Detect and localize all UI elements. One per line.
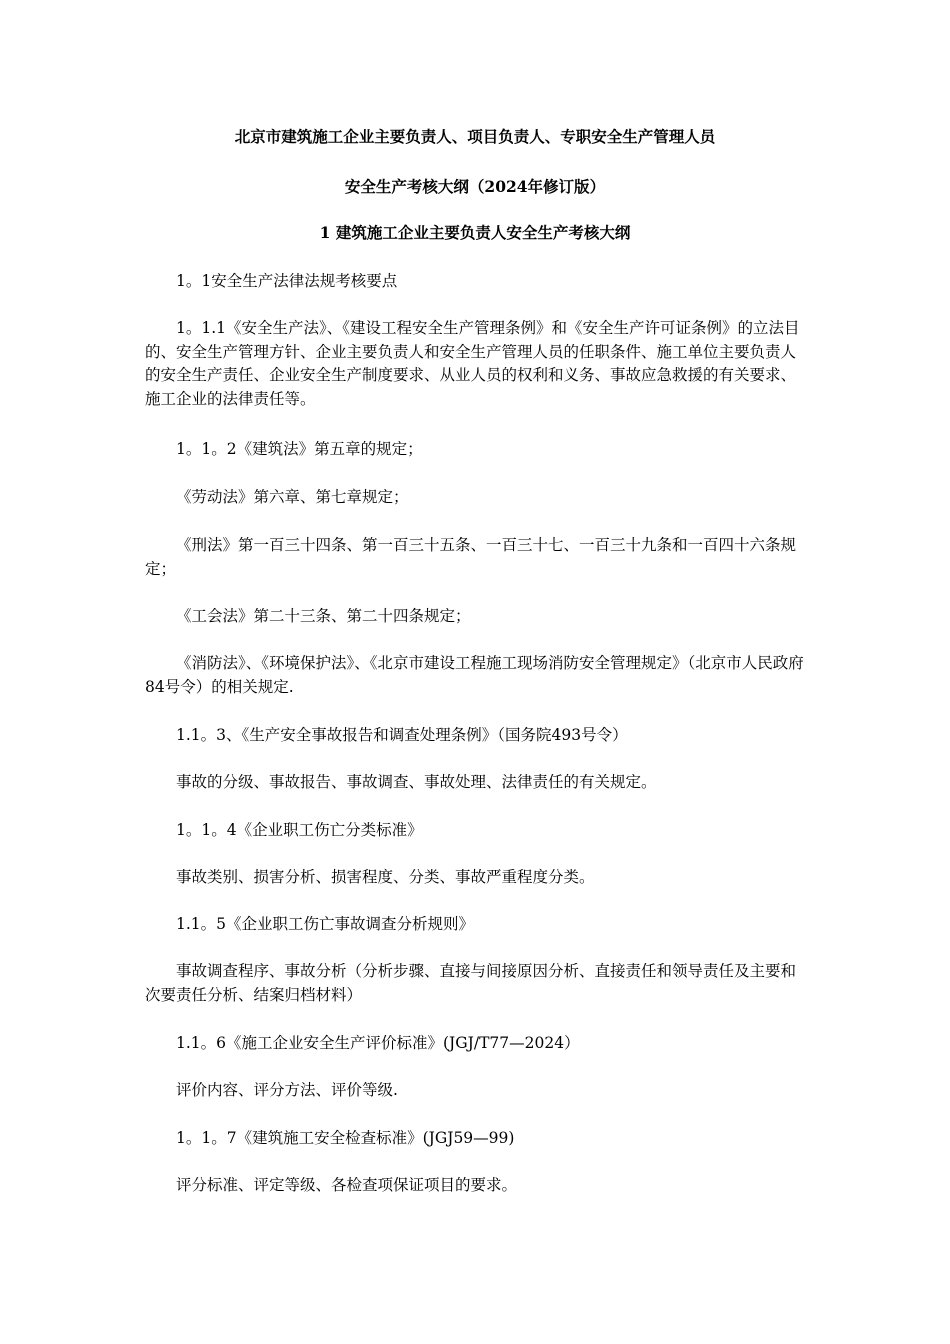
paragraph-1-1-6: 1.1。6《施工企业安全生产评价标准》(JGJ/T77—2024） <box>176 1034 580 1052</box>
document-title-line-1: 北京市建筑施工企业主要负责人、项目负责人、专职安全生产管理人员 <box>234 127 716 146</box>
paragraph-1-1: 1。1安全生产法律法规考核要点 <box>176 272 398 290</box>
paragraph-1-1-7: 1。1。7《建筑施工安全检查标准》(JGJ59—99) <box>176 1129 515 1147</box>
paragraph-fire-law: 《消防法》、《环境保护法》、《北京市建设工程施工现场消防安全管理规定》（北京市人民政府84号令）的相关规定. <box>145 654 804 696</box>
paragraph-1-1-5: 1.1。5《企业职工伤亡事故调查分析规则》 <box>176 915 475 933</box>
paragraph-1-1-3: 1.1。3、《生产安全事故报告和调查处理条例》（国务院493号令） <box>176 726 628 744</box>
paragraph-1-1-2: 1。1。2《建筑法》第五章的规定； <box>176 440 423 458</box>
paragraph-union-law: 《工会法》第二十三条、第二十四条规定； <box>176 607 471 625</box>
paragraph-1-1-4: 1。1。4《企业职工伤亡分类标准》 <box>176 821 423 839</box>
document-title-line-2: 安全生产考核大纲（2024年修订版） <box>344 177 606 196</box>
paragraph-accident-investigation: 事故调查程序、事故分析（分析步骤、直接与间接原因分析、直接责任和领导责任及主要和次要责任分析、结案归档材料） <box>145 962 797 1004</box>
paragraph-evaluation: 评价内容、评分方法、评价等级. <box>176 1081 398 1099</box>
paragraph-scoring: 评分标准、评定等级、各检查项保证项目的要求。 <box>176 1176 518 1194</box>
paragraph-1-1-1: 1。1.1《安全生产法》、《建设工程安全生产管理条例》和《安全生产许可证条例》的立法目的、安全生产管理方针、企业主要负责人和安全生产管理人员的任职条件、施工单位主要负责人的安全生产责任、企业安全生产制度要求、从业人员的权利和义务、事故应急救援的有关要求、施工企业的法律责任等。 <box>145 319 800 408</box>
paragraph-criminal-law: 《刑法》第一百三十四条、第一百三十五条、一百三十七、一百三十九条和一百四十六条规定； <box>145 536 797 578</box>
paragraph-accident-category: 事故类别、损害分析、损害程度、分类、事故严重程度分类。 <box>176 868 595 886</box>
section-title: 1 建筑施工企业主要负责人安全生产考核大纲 <box>319 223 631 242</box>
paragraph-labor-law: 《劳动法》第六章、第七章规定； <box>176 488 409 506</box>
paragraph-accident-report: 事故的分级、事故报告、事故调查、事故处理、法律责任的有关规定。 <box>176 773 657 791</box>
